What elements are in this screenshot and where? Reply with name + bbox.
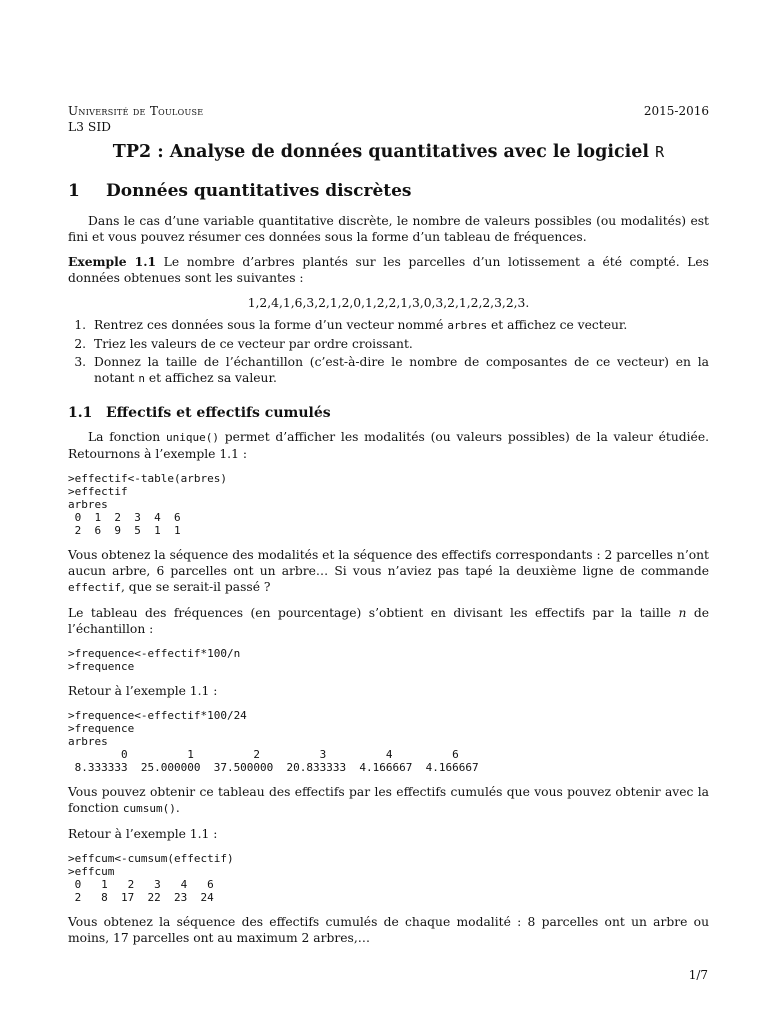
text: La fonction bbox=[88, 430, 166, 444]
text: permet d’afficher les modalités (ou valeurs possibles) de la valeur étudiée. Retournons à l’exemple 1.1 : bbox=[68, 430, 710, 461]
data-line: 1,2,4,1,6,3,2,1,2,0,1,2,2,1,3,0,3,2,1,2,2,3,2,3. bbox=[247, 296, 530, 310]
subsection-number: 1.1 bbox=[68, 405, 93, 421]
text: Vous pouvez obtenir ce tableau des effectifs par les effectifs cumulés que vous pouvez obtenir avec la fonction bbox=[68, 785, 709, 815]
header bbox=[68, 104, 709, 119]
paragraph bbox=[68, 429, 709, 462]
inline-code: effectif bbox=[68, 581, 121, 594]
paragraph: Retour à l’exemple 1.1 : bbox=[68, 684, 218, 698]
text: de l’échantillon : bbox=[68, 606, 709, 636]
university-name: Université de Toulouse bbox=[68, 104, 204, 118]
paragraph: Vous obtenez la séquence des effectifs cumulés de chaque modalité : 8 parcelles ont un arbre ou moins, 17 parcelles ont au maximum 2 arbres,… bbox=[68, 915, 709, 945]
section-heading bbox=[68, 183, 709, 199]
document-title bbox=[68, 144, 709, 160]
document-page bbox=[68, 104, 709, 955]
example-text: Le nombre d’arbres plantés sur les parcelles d’un lotissement a été compté. Les données obtenues sont les suivantes : bbox=[68, 255, 709, 285]
task-code: arbres bbox=[447, 319, 488, 332]
paragraph bbox=[68, 784, 709, 817]
text: Le tableau des fréquences (en pourcentage) s’obtient en divisant les effectifs par la taille bbox=[68, 606, 679, 620]
section-number: 1 bbox=[68, 181, 80, 201]
text: , que se serait-il passé ? bbox=[120, 580, 271, 594]
code-block: >frequence<-effectif*100/24 >frequence arbres 0 1 2 3 4 6 8.333333 25.000000 37.500000 20.833333 4.166667 4.166667 bbox=[68, 709, 479, 774]
task-item bbox=[90, 336, 709, 352]
example-label: Exemple 1.1 bbox=[68, 254, 157, 269]
program-name: L3 SID bbox=[68, 120, 112, 134]
task-item bbox=[90, 354, 709, 387]
task-text: et affichez sa valeur. bbox=[145, 371, 277, 385]
title-text: TP2 : Analyse de données quantitatives avec le logiciel bbox=[112, 142, 656, 162]
task-item bbox=[90, 317, 709, 334]
page-number: 1/7 bbox=[688, 968, 708, 982]
paragraph bbox=[68, 547, 709, 596]
code-block: >effcum<-cumsum(effectif) >effcum 0 1 2 3 4 6 2 8 17 22 23 24 bbox=[68, 852, 234, 904]
math-variable: n bbox=[678, 606, 687, 620]
text: Vous obtenez la séquence des modalités et la séquence des effectifs correspondants : 2 parcelles n’ont aucun arbre, 6 parcelles ont un arbre… Si vous n’aviez pas tapé la deuxième ligne de commande bbox=[68, 548, 709, 578]
subsection-heading bbox=[68, 405, 709, 421]
code-block: >frequence<-effectif*100/n >frequence bbox=[68, 647, 241, 673]
task-text: et affichez ce vecteur. bbox=[487, 318, 628, 332]
section-intro: Dans le cas d’une variable quantitative discrète, le nombre de valeurs possibles (ou modalités) est fini et vous pouvez résumer ces données sous la forme d’un tableau de fréquences. bbox=[68, 214, 709, 244]
task-text: Triez les valeurs de ce vecteur par ordre croissant. bbox=[94, 337, 413, 351]
paragraph bbox=[68, 605, 709, 637]
subsection-title: Effectifs et effectifs cumulés bbox=[106, 405, 331, 421]
task-code: n bbox=[138, 372, 145, 385]
inline-code: unique() bbox=[165, 431, 219, 444]
task-list bbox=[68, 317, 709, 387]
task-text: Rentrez ces données sous la forme d’un vecteur nommé bbox=[94, 318, 448, 332]
code-block: >effectif<-table(arbres) >effectif arbres 0 1 2 3 4 6 2 6 9 5 1 1 bbox=[68, 472, 227, 537]
section-title: Données quantitatives discrètes bbox=[106, 181, 412, 201]
example-paragraph bbox=[68, 254, 709, 286]
inline-code: cumsum() bbox=[122, 802, 176, 815]
task-text: Donnez la taille de l’échantillon (c’est-à-dire le nombre de composantes de ce vecteur) en la notant bbox=[94, 355, 709, 385]
paragraph: Retour à l’exemple 1.1 : bbox=[68, 827, 218, 841]
title-software: R bbox=[655, 143, 665, 161]
academic-year: 2015-2016 bbox=[643, 104, 709, 118]
text: . bbox=[175, 801, 180, 815]
